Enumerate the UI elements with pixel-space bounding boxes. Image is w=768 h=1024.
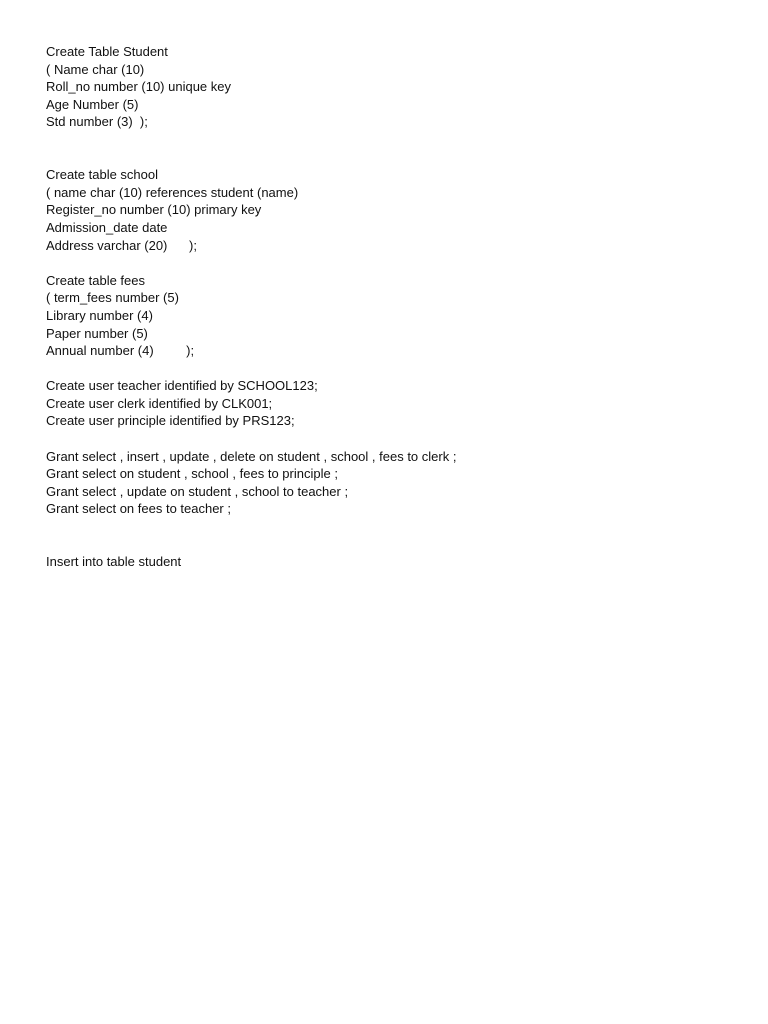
blank-line [46, 131, 736, 149]
text-line: Create Table Student [46, 44, 168, 59]
sql-block-grants [46, 448, 736, 518]
text-line: Create user clerk identified by CLK001; [46, 395, 273, 411]
blank-line [46, 360, 736, 378]
text-line: Annual number (4) ); [46, 343, 195, 359]
blank-line [46, 518, 736, 536]
sql-block-create-school [46, 166, 736, 254]
text-line: ( Name char (10) [46, 61, 145, 77]
text-line: Age Number (5) [46, 96, 139, 112]
text-line: ( name char (10) references student (name) [46, 184, 299, 200]
text-line: Address varchar (20) ); [46, 237, 197, 253]
text-line: Library number (4) [46, 307, 153, 323]
text-line: Grant select , update on student , school to teacher ; [46, 483, 349, 499]
text-line: Roll_no number (10) unique key [46, 79, 231, 95]
sql-block-create-fees [46, 272, 736, 360]
text-line: Admission_date date [46, 219, 168, 235]
text-line: Create table school [46, 167, 159, 183]
blank-line [46, 536, 736, 554]
blank-line [46, 254, 736, 272]
sql-block-create-student [46, 43, 736, 131]
text-line: Create user principle identified by PRS123; [46, 413, 295, 429]
sql-block-insert [46, 553, 736, 571]
sql-block-create-users [46, 377, 736, 430]
text-line: Create table fees [46, 272, 146, 288]
blank-line [46, 149, 736, 167]
text-line: Grant select on student , school , fees to principle ; [46, 466, 338, 482]
text-line: ( term_fees number (5) [46, 290, 179, 306]
text-line: Grant select , insert , update , delete on student , school , fees to clerk ; [46, 448, 457, 464]
text-line: Insert into table student [46, 554, 182, 570]
text-line: Paper number (5) [46, 325, 148, 341]
text-line: Register_no number (10) primary key [46, 202, 262, 218]
blank-line [46, 430, 736, 448]
text-line: Grant select on fees to teacher ; [46, 501, 231, 517]
text-line: Std number (3) ); [46, 114, 148, 130]
text-line: Create user teacher identified by SCHOOL123; [46, 378, 318, 394]
document-body [46, 43, 736, 571]
